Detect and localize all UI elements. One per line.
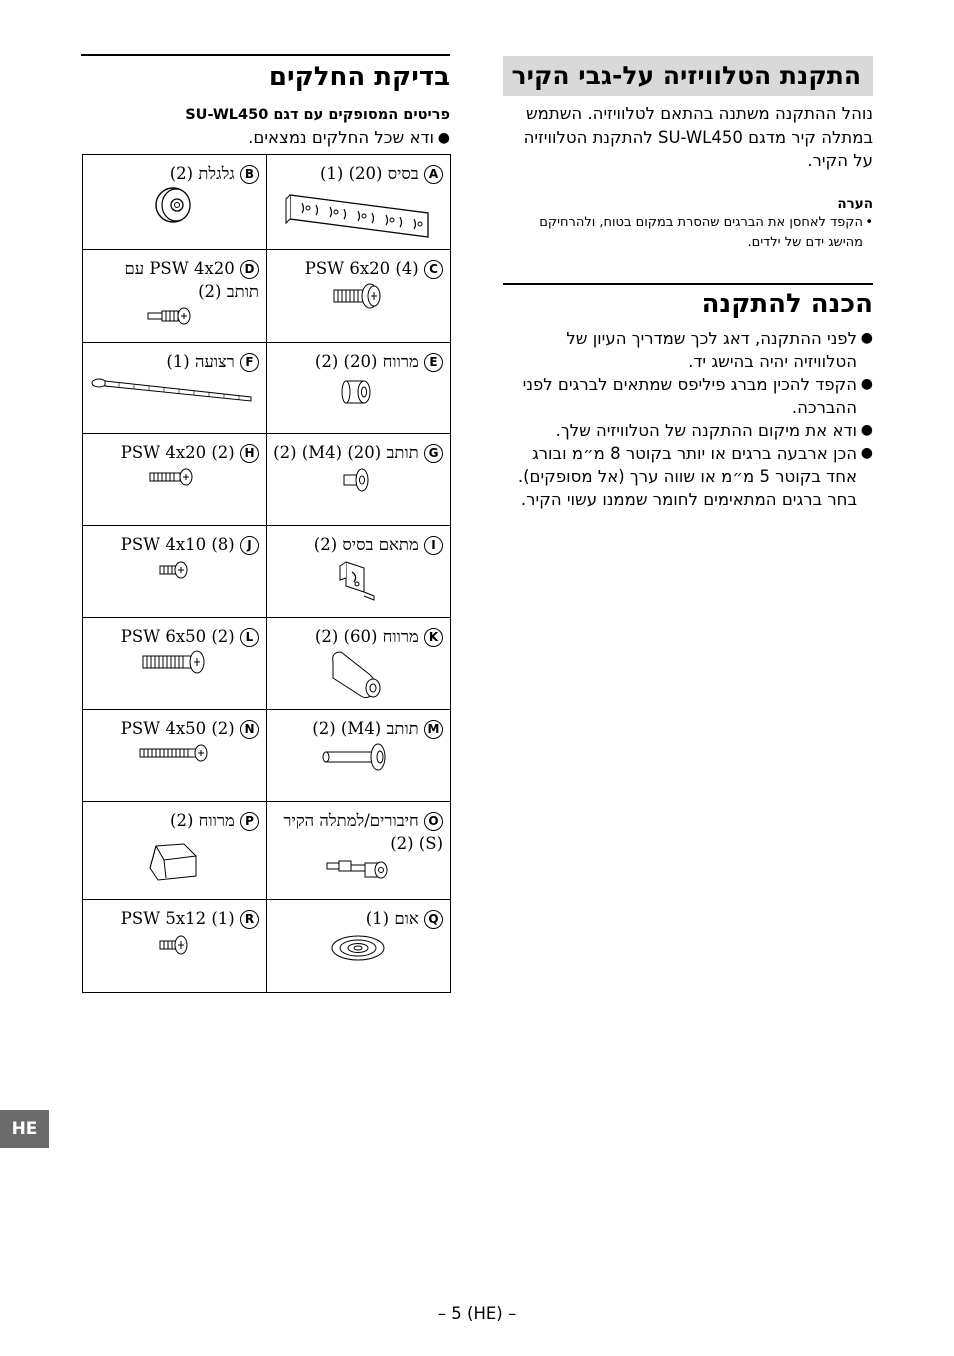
long-screw-icon — [89, 648, 259, 676]
part-cell-i: I מתאם בסיס (2) — [267, 526, 451, 618]
screw-icon — [89, 464, 259, 490]
long-spacer-icon — [273, 648, 443, 702]
part-cell-n: N PSW 4x50 (2) — [83, 710, 267, 802]
part-cell-f: F רצועה (1) — [83, 343, 267, 434]
language-tab: HE — [0, 1110, 49, 1148]
letter-badge: E — [424, 353, 443, 372]
note-heading: הערה — [837, 195, 873, 212]
part-cell-a: A בסיס (20) (1) — [267, 155, 451, 250]
list-item: ● ודא את מיקום ההתקנה של הטלוויזיה שלך. — [555, 420, 873, 440]
washer-icon — [273, 930, 443, 966]
part-cell-o: O חיבורים/למתלה הקיר (S) (2) — [267, 802, 451, 900]
page-number: – 5 (HE) – — [437, 1304, 517, 1323]
letter-badge: K — [424, 628, 443, 647]
base-bracket-icon — [273, 185, 443, 245]
letter-badge: A — [424, 165, 443, 184]
prep-heading: הכנה להתקנה — [701, 288, 873, 319]
letter-badge: B — [240, 165, 259, 184]
letter-badge: G — [424, 444, 443, 463]
part-cell-b: B גלגלת (2) — [83, 155, 267, 250]
part-cell-j: J PSW 4x10 (8) — [83, 526, 267, 618]
letter-badge: Q — [424, 910, 443, 929]
section-title: התקנת הטלוויזיה על-גבי הקיר — [503, 56, 873, 96]
parts-check-section — [81, 54, 450, 150]
parts-rule — [81, 54, 450, 56]
note-bullet: • — [865, 214, 873, 230]
part-cell-c: C PSW 6x20 (4) — [267, 250, 451, 343]
part-cell-e: E מרווח (20) (2) — [267, 343, 451, 434]
part-cell-g: G תותב (20) (M4) (2) — [267, 434, 451, 526]
part-cell-m: M תותב (M4) (2) — [267, 710, 451, 802]
installation-section — [503, 56, 873, 511]
part-cell-l: L PSW 6x50 (2) — [83, 618, 267, 710]
part-cell-r: R PSW 5x12 (1) — [83, 900, 267, 993]
letter-badge: N — [240, 720, 259, 739]
long-thin-screw-icon — [89, 740, 259, 766]
check-line: ● ודא שכל החלקים נמצאים. — [248, 128, 450, 147]
small-screw-icon — [89, 930, 259, 960]
part-cell-d: D PSW 4x20 עם תותב (2) — [83, 250, 267, 343]
prep-rule — [503, 283, 873, 285]
part-cell-q: Q אום (1) — [267, 900, 451, 993]
long-sleeve-icon — [273, 740, 443, 774]
spacer-icon — [273, 373, 443, 411]
part-cell-h: H PSW 4x20 (2) — [83, 434, 267, 526]
letter-badge: P — [240, 812, 259, 831]
intro-text: נוהל ההתקנה משתנה בהתאם לטלוויזיה. השתמש במתלה קיר מדגם SU-WL450 להתקנת הטלוויזיה על הקיר. — [523, 104, 873, 170]
letter-badge: J — [240, 536, 259, 555]
screw-with-sleeve-icon — [89, 303, 259, 329]
parts-table — [82, 154, 451, 993]
parts-heading: בדיקת החלקים — [268, 62, 450, 92]
letter-badge: M — [424, 720, 443, 739]
letter-badge: L — [240, 628, 259, 647]
letter-badge: D — [240, 260, 259, 279]
short-screw-icon — [89, 556, 259, 584]
letter-badge: F — [240, 353, 259, 372]
letter-badge: R — [240, 910, 259, 929]
connector-icon — [273, 855, 443, 885]
parts-subheading: פריטים המסופקים עם דגם SU-WL450 — [185, 107, 450, 123]
block-spacer-icon — [89, 840, 259, 884]
list-item: ● הכן ארבעה ברגים או יותר בקוטר 8 מ״מ ובורג אחד בקוטר 5 מ״מ או שווה ערך (אל מסופקים). בחר ברגים המתאימים לחומר שממנו עשוי הקיר. — [517, 443, 873, 509]
list-item: ● לפני ההתקנה, דאג לכך שמדריך העיון של הטלוויזיה יהיה בהישג יד. — [566, 328, 873, 371]
letter-badge: C — [424, 260, 443, 279]
letter-badge: O — [424, 812, 443, 831]
pulley-icon — [89, 185, 259, 225]
part-cell-k: K מרווח (60) (2) — [267, 618, 451, 710]
note-text — [503, 213, 873, 253]
prep-list — [503, 327, 873, 511]
list-item: ● הקפד להכין מברג פיליפס שמתאים לברגים לפני ההברכה. — [522, 374, 873, 417]
note-body: הקפד לאחסן את הברגים שהסרת במקום בטוח, ולהרחיקם מהישג ידם של ילדים. — [539, 214, 863, 250]
screw-icon — [273, 280, 443, 312]
sleeve-icon — [273, 464, 443, 496]
base-adapter-icon — [273, 556, 443, 602]
letter-badge: H — [240, 444, 259, 463]
strap-icon — [89, 373, 259, 409]
part-cell-p: P מרווח (2) — [83, 802, 267, 900]
letter-badge: I — [424, 536, 443, 555]
